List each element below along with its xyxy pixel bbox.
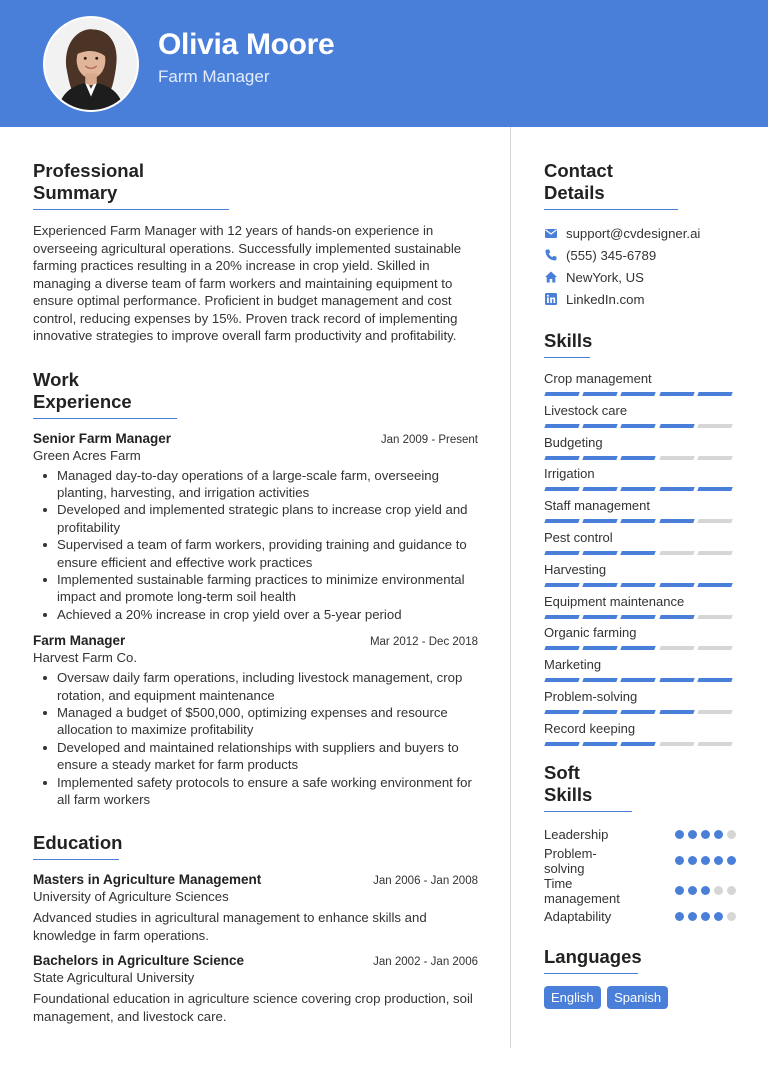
contact-phone[interactable] bbox=[544, 244, 736, 266]
phone-text: (555) 345-6789 bbox=[566, 247, 657, 263]
skill-level-segment bbox=[544, 710, 580, 714]
skill-level-segment bbox=[697, 678, 733, 682]
skill-level-segment bbox=[582, 487, 618, 491]
skill-level-bar bbox=[545, 551, 736, 555]
rating-dot bbox=[688, 912, 697, 921]
degree-title: Bachelors in Agriculture Science bbox=[33, 953, 245, 969]
rating-dot bbox=[688, 886, 697, 895]
rating-dot bbox=[701, 886, 710, 895]
job-bullet: Oversaw daily farm operations, including livestock management, crop rotation, and equipment maintenance bbox=[33, 669, 478, 704]
education-entry bbox=[33, 953, 478, 1025]
skill-level-segment bbox=[582, 678, 618, 682]
education-desc: Advanced studies in agricultural management to enhance skills and knowledge in farm operations. bbox=[33, 910, 427, 943]
skill-label: Pest control bbox=[544, 529, 613, 545]
skill-item bbox=[544, 561, 736, 593]
skill-level-segment bbox=[697, 615, 733, 619]
soft-skill-rating bbox=[671, 912, 736, 921]
candidate-name: Olivia Moore bbox=[158, 28, 335, 61]
skill-item bbox=[544, 497, 736, 529]
skill-level-segment bbox=[582, 551, 618, 555]
education-section bbox=[33, 832, 478, 1025]
skill-level-segment bbox=[544, 583, 580, 587]
skill-level-segment bbox=[659, 519, 695, 523]
sidebar-column bbox=[544, 160, 736, 1009]
location-text: NewYork, US bbox=[566, 269, 644, 285]
skill-level-bar bbox=[545, 615, 736, 619]
soft-skill-label: Time management bbox=[544, 875, 620, 906]
skill-level-segment bbox=[582, 519, 618, 523]
job-company: Green Acres Farm bbox=[33, 447, 141, 463]
soft-skill-item bbox=[544, 906, 736, 928]
contact-email[interactable] bbox=[544, 222, 736, 244]
soft-skills-heading: Soft Skills bbox=[544, 762, 632, 812]
job-bullet: Managed day-to-day operations of a large-scale farm, overseeing planting, harvesting, and irrigation activities bbox=[33, 467, 478, 502]
contact-location bbox=[544, 266, 736, 288]
rating-dot bbox=[675, 830, 684, 839]
skill-level-segment bbox=[544, 615, 580, 619]
skill-level-segment bbox=[659, 615, 695, 619]
skill-level-segment bbox=[659, 710, 695, 714]
skill-level-segment bbox=[659, 551, 695, 555]
linkedin-icon bbox=[544, 292, 558, 306]
skill-level-segment bbox=[621, 424, 657, 428]
rating-dot bbox=[727, 886, 736, 895]
job-title: Farm Manager bbox=[33, 633, 126, 649]
soft-skill-rating bbox=[671, 856, 736, 865]
skill-label: Organic farming bbox=[544, 625, 637, 641]
skill-level-bar bbox=[545, 583, 736, 587]
skill-level-segment bbox=[659, 424, 695, 428]
job-bullet: Implemented sustainable farming practices to minimize environmental impact and promote long-term soil health bbox=[33, 571, 478, 606]
soft-skill-label: Leadership bbox=[544, 827, 609, 843]
skill-level-segment bbox=[621, 551, 657, 555]
skill-level-segment bbox=[621, 678, 657, 682]
profile-photo bbox=[45, 18, 137, 110]
skill-level-segment bbox=[582, 742, 618, 746]
soft-skill-label: Problem-solving bbox=[544, 845, 597, 876]
job-entry bbox=[33, 431, 478, 624]
skill-level-segment bbox=[697, 456, 733, 460]
skill-level-segment bbox=[582, 392, 618, 396]
skill-level-segment bbox=[582, 710, 618, 714]
skill-level-segment bbox=[621, 392, 657, 396]
rating-dot bbox=[675, 886, 684, 895]
skill-level-segment bbox=[544, 456, 580, 460]
skill-level-bar bbox=[545, 392, 736, 396]
skills-list bbox=[544, 370, 736, 752]
skill-label: Equipment maintenance bbox=[544, 593, 685, 609]
skill-level-segment bbox=[544, 424, 580, 428]
skill-level-segment bbox=[659, 487, 695, 491]
skill-level-segment bbox=[582, 646, 618, 650]
skill-level-segment bbox=[582, 583, 618, 587]
skill-label: Record keeping bbox=[544, 720, 636, 736]
skill-label: Staff management bbox=[544, 498, 650, 514]
skill-level-segment bbox=[621, 742, 657, 746]
column-divider bbox=[510, 127, 511, 1048]
skill-level-bar bbox=[545, 456, 736, 460]
skill-level-segment bbox=[659, 392, 695, 396]
skill-level-segment bbox=[544, 487, 580, 491]
rating-dot bbox=[701, 912, 710, 921]
skill-level-segment bbox=[582, 615, 618, 619]
skill-label: Marketing bbox=[544, 657, 602, 673]
job-bullet: Implemented safety protocols to ensure a safe working environment for all farm workers bbox=[33, 774, 478, 809]
rating-dot bbox=[701, 830, 710, 839]
education-date: Jan 2002 - Jan 2006 bbox=[373, 956, 478, 969]
degree-title: Masters in Agriculture Management bbox=[33, 872, 262, 888]
job-bullet: Supervised a team of farm workers, providing training and guidance to ensure efficient and effective work practices bbox=[33, 536, 478, 571]
rating-dot bbox=[714, 912, 723, 921]
job-title: Senior Farm Manager bbox=[33, 430, 172, 446]
rating-dot bbox=[688, 830, 697, 839]
soft-skills-list bbox=[544, 824, 736, 928]
education-desc: Foundational education in agriculture science covering crop production, soil management, and livestock care. bbox=[33, 991, 473, 1024]
skill-item bbox=[544, 529, 736, 561]
skill-label: Problem-solving bbox=[544, 688, 638, 704]
job-date: Mar 2012 - Dec 2018 bbox=[369, 636, 478, 649]
skill-level-segment bbox=[621, 519, 657, 523]
rating-dot bbox=[727, 856, 736, 865]
skill-level-segment bbox=[697, 551, 733, 555]
skill-level-segment bbox=[621, 646, 657, 650]
skill-level-segment bbox=[659, 742, 695, 746]
soft-skill-label: Adaptability bbox=[544, 909, 612, 925]
skill-item bbox=[544, 593, 736, 625]
skill-level-segment bbox=[544, 678, 580, 682]
skill-level-segment bbox=[621, 710, 657, 714]
skills-heading: Skills bbox=[544, 330, 590, 358]
job-bullet: Developed and implemented strategic plans to increase crop yield and profitability bbox=[33, 501, 478, 536]
skill-level-segment bbox=[697, 583, 733, 587]
skill-label: Crop management bbox=[544, 371, 652, 386]
job-entry bbox=[33, 633, 478, 808]
rating-dot bbox=[727, 912, 736, 921]
skill-item bbox=[544, 370, 736, 402]
rating-dot bbox=[688, 856, 697, 865]
school-name: State Agricultural University bbox=[33, 970, 195, 986]
rating-dot bbox=[701, 856, 710, 865]
contact-section bbox=[544, 160, 736, 310]
soft-skill-item bbox=[544, 876, 736, 906]
main-column bbox=[33, 160, 478, 1025]
avatar bbox=[43, 16, 139, 112]
languages-list bbox=[544, 986, 736, 1009]
language-tag: English bbox=[544, 986, 601, 1009]
candidate-role: Farm Manager bbox=[158, 67, 270, 86]
skill-level-segment bbox=[582, 424, 618, 428]
skills-section bbox=[544, 330, 736, 752]
skill-item bbox=[544, 720, 736, 752]
language-tag: Spanish bbox=[607, 986, 668, 1009]
skill-level-segment bbox=[582, 456, 618, 460]
skill-item bbox=[544, 434, 736, 466]
skill-level-bar bbox=[545, 678, 736, 682]
contact-heading: Contact Details bbox=[544, 160, 678, 210]
skill-item bbox=[544, 624, 736, 656]
skill-item bbox=[544, 688, 736, 720]
skill-level-segment bbox=[697, 519, 733, 523]
skill-label: Budgeting bbox=[544, 434, 603, 450]
soft-skill-rating bbox=[671, 886, 736, 895]
envelope-icon bbox=[544, 226, 558, 240]
skill-label: Livestock care bbox=[544, 402, 628, 418]
skill-level-segment bbox=[659, 456, 695, 460]
skill-level-segment bbox=[544, 519, 580, 523]
rating-dot bbox=[714, 886, 723, 895]
skill-level-segment bbox=[544, 742, 580, 746]
skill-level-segment bbox=[697, 646, 733, 650]
education-entry bbox=[33, 872, 478, 944]
skill-level-segment bbox=[659, 678, 695, 682]
rating-dot bbox=[675, 856, 684, 865]
education-date: Jan 2006 - Jan 2008 bbox=[373, 875, 478, 888]
summary-text: Experienced Farm Manager with 12 years of hands-on experience in overseeing agricultural operations. Successfully implemented sustainable farming practices resulting in a 20% increase in crop yield. Skilled in managing a diverse team of farm workers and maintaining equipment to ensure optimal performance. Proficient in budget management and cost control, reducing expenses by 15%. Proven track record of implementing innovative strategies to improve overall farm productivity and profitability. bbox=[33, 223, 462, 343]
skill-level-segment bbox=[621, 615, 657, 619]
job-bullet: Managed a budget of $500,000, optimizing expenses and resource allocation to maximize profitability bbox=[33, 704, 478, 739]
phone-icon bbox=[544, 248, 558, 262]
job-date: Jan 2009 - Present bbox=[380, 433, 478, 446]
skill-level-bar bbox=[545, 742, 736, 746]
soft-skill-item bbox=[544, 846, 736, 876]
skill-item bbox=[544, 402, 736, 434]
skill-level-segment bbox=[697, 742, 733, 746]
job-bullet: Achieved a 20% increase in crop yield over a 5-year period bbox=[33, 606, 478, 623]
soft-skills-section bbox=[544, 762, 736, 928]
summary-heading: Professional Summary bbox=[33, 160, 229, 210]
work-section bbox=[33, 369, 478, 809]
skill-label: Irrigation bbox=[544, 466, 595, 482]
email-text: support@cvdesigner.ai bbox=[566, 225, 701, 241]
skill-level-segment bbox=[544, 392, 580, 396]
job-bullets bbox=[33, 669, 478, 808]
languages-section bbox=[544, 946, 736, 1009]
skill-level-bar bbox=[545, 710, 736, 714]
rating-dot bbox=[675, 912, 684, 921]
linkedin-text: LinkedIn.com bbox=[566, 291, 645, 307]
job-bullets bbox=[33, 467, 478, 624]
summary-section bbox=[33, 160, 478, 345]
job-bullet: Developed and maintained relationships with suppliers and buyers to ensure a steady market for farm products bbox=[33, 739, 478, 774]
skill-level-segment bbox=[697, 487, 733, 491]
skill-level-bar bbox=[545, 424, 736, 428]
home-icon bbox=[544, 270, 558, 284]
education-heading: Education bbox=[33, 832, 119, 860]
rating-dot bbox=[727, 830, 736, 839]
skill-level-segment bbox=[621, 456, 657, 460]
contact-linkedin[interactable] bbox=[544, 288, 736, 310]
skill-level-bar bbox=[545, 519, 736, 523]
skill-level-segment bbox=[697, 392, 733, 396]
work-heading: Work Experience bbox=[33, 369, 177, 419]
job-company: Harvest Farm Co. bbox=[33, 650, 138, 666]
skill-level-segment bbox=[544, 646, 580, 650]
soft-skill-rating bbox=[671, 830, 736, 839]
soft-skill-item bbox=[544, 824, 736, 846]
skill-level-segment bbox=[659, 583, 695, 587]
school-name: University of Agriculture Sciences bbox=[33, 889, 229, 905]
skill-item bbox=[544, 656, 736, 688]
skill-level-segment bbox=[544, 551, 580, 555]
skill-level-segment bbox=[621, 487, 657, 491]
rating-dot bbox=[714, 856, 723, 865]
skill-label: Harvesting bbox=[544, 561, 607, 577]
header-banner bbox=[0, 0, 768, 127]
skill-level-segment bbox=[659, 646, 695, 650]
skill-item bbox=[544, 465, 736, 497]
rating-dot bbox=[714, 830, 723, 839]
skill-level-bar bbox=[545, 646, 736, 650]
skill-level-bar bbox=[545, 487, 736, 491]
skill-level-segment bbox=[697, 424, 733, 428]
languages-heading: Languages bbox=[544, 946, 638, 974]
skill-level-segment bbox=[697, 710, 733, 714]
skill-level-segment bbox=[621, 583, 657, 587]
